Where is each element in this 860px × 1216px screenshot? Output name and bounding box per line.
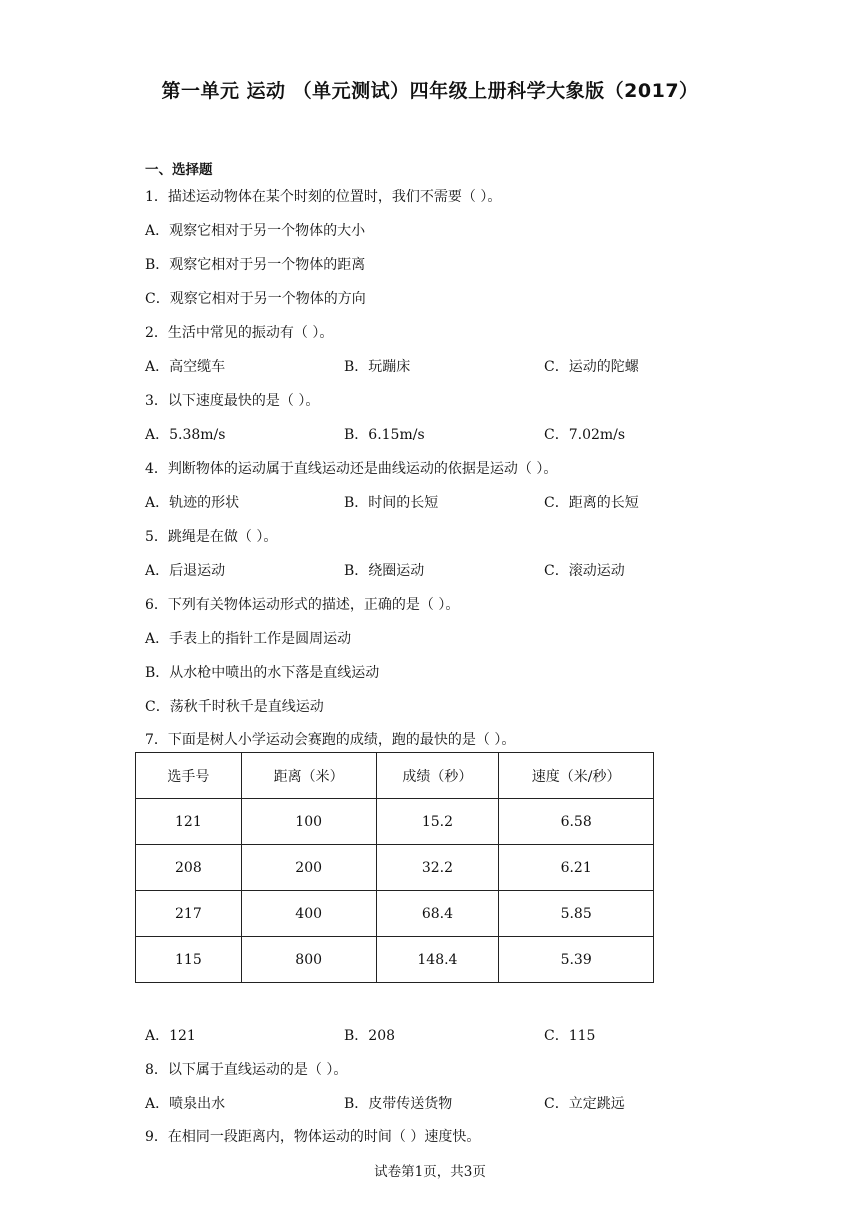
table-cell: 217 xyxy=(136,891,242,937)
question-stem: 1．描述运动物体在某个时刻的位置时，我们不需要（ ）。 xyxy=(145,189,502,205)
table-row xyxy=(136,937,654,983)
question-option: C．立定跳远 xyxy=(544,1096,625,1112)
question-option: A．手表上的指针工作是圆周运动 xyxy=(145,631,352,647)
page-title: 第一单元 运动 （单元测试）四年级上册科学大象版（2017） xyxy=(161,80,699,102)
table-header-cell: 成绩（秒） xyxy=(376,753,499,799)
question-option: A．5.38m/s xyxy=(145,427,226,443)
table-cell: 208 xyxy=(136,845,242,891)
table-row xyxy=(136,799,654,845)
table-header-cell: 选手号 xyxy=(136,753,242,799)
question-option: A．高空缆车 xyxy=(145,359,226,375)
table-row xyxy=(136,845,654,891)
question-option: B．绕圈运动 xyxy=(344,563,425,579)
table-cell: 32.2 xyxy=(376,845,499,891)
question-stem: 9．在相同一段距离内，物体运动的时间（ ）速度快。 xyxy=(145,1129,481,1145)
table-row xyxy=(136,891,654,937)
table-cell: 100 xyxy=(241,799,376,845)
table-cell: 5.85 xyxy=(499,891,654,937)
question-stem: 5．跳绳是在做（ ）。 xyxy=(145,529,278,545)
question-option: B．皮带传送货物 xyxy=(344,1096,453,1112)
table-cell: 800 xyxy=(241,937,376,983)
question-option: B．6.15m/s xyxy=(344,427,425,443)
question-option: B．玩蹦床 xyxy=(344,359,411,375)
question-option: C．距离的长短 xyxy=(544,495,639,511)
question-option: C．7.02m/s xyxy=(544,427,626,443)
question-option: A．121 xyxy=(145,1028,196,1044)
question-stem: 2．生活中常见的振动有（ ）。 xyxy=(145,325,334,341)
table-cell: 5.39 xyxy=(499,937,654,983)
table-cell: 68.4 xyxy=(376,891,499,937)
table-header-row xyxy=(136,753,654,799)
table-cell: 6.21 xyxy=(499,845,654,891)
question-option: A．轨迹的形状 xyxy=(145,495,240,511)
question-stem: 3．以下速度最快的是（ ）。 xyxy=(145,393,320,409)
question-stem: 6．下列有关物体运动形式的描述，正确的是（ ）。 xyxy=(145,597,460,613)
section-title: 一、选择题 xyxy=(145,162,213,178)
results-table xyxy=(135,752,654,983)
question-stem: 7．下面是树人小学运动会赛跑的成绩，跑的最快的是（ ）。 xyxy=(145,732,516,748)
table-header-cell: 距离（米） xyxy=(241,753,376,799)
table-cell: 121 xyxy=(136,799,242,845)
question-option: C．观察它相对于另一个物体的方向 xyxy=(145,291,366,307)
page-footer: 试卷第1页，共3页 xyxy=(374,1164,486,1180)
question-option: B．从水枪中喷出的水下落是直线运动 xyxy=(145,665,380,681)
question-option: C．运动的陀螺 xyxy=(544,359,639,375)
table-cell: 15.2 xyxy=(376,799,499,845)
table-cell: 200 xyxy=(241,845,376,891)
question-option: B．208 xyxy=(344,1028,396,1044)
table-header-cell: 速度（米/秒） xyxy=(499,753,654,799)
table-cell: 115 xyxy=(136,937,242,983)
question-option: B．观察它相对于另一个物体的距离 xyxy=(145,257,366,273)
question-option: A．观察它相对于另一个物体的大小 xyxy=(145,223,366,239)
question-option: C．滚动运动 xyxy=(544,563,625,579)
question-option: C．荡秋千时秋千是直线运动 xyxy=(145,699,324,715)
question-option: B．时间的长短 xyxy=(344,495,439,511)
question-option: A．喷泉出水 xyxy=(145,1096,226,1112)
question-option: C．115 xyxy=(544,1028,596,1044)
question-stem: 8．以下属于直线运动的是（ ）。 xyxy=(145,1062,348,1078)
question-option: A．后退运动 xyxy=(145,563,226,579)
table-cell: 148.4 xyxy=(376,937,499,983)
table-cell: 6.58 xyxy=(499,799,654,845)
table-cell: 400 xyxy=(241,891,376,937)
question-stem: 4．判断物体的运动属于直线运动还是曲线运动的依据是运动（ ）。 xyxy=(145,461,558,477)
